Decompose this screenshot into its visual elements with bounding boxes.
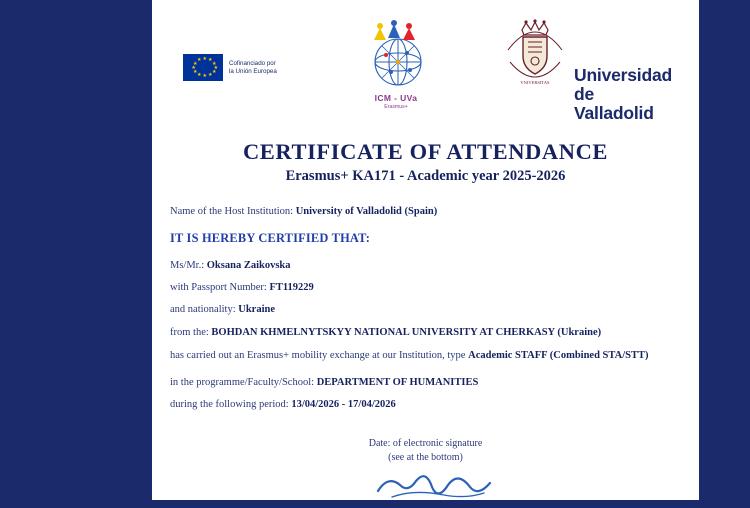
uva-wordmark [574, 66, 672, 123]
certificate-title: CERTIFICATE OF ATTENDANCE [242, 139, 609, 164]
certificate-subtitle: Erasmus+ KA171 - Academic year 2025-2026 [285, 168, 566, 184]
home-institution-line [170, 326, 685, 339]
uva-crest-icon [502, 18, 568, 90]
background-left-band [0, 0, 152, 500]
nationality-value: Ukraine [238, 304, 275, 316]
svg-text:VNIVERSITAS: VNIVERSITAS [520, 80, 550, 85]
eu-cofunding-label: Cofinanciado por la Unión Europea [229, 59, 277, 75]
nationality-label: and nationality: [170, 304, 236, 316]
signature-date-note [152, 437, 699, 464]
passport-line [170, 281, 685, 294]
uva-wordmark-line2: de Valladolid [574, 83, 654, 123]
programme-value: DEPARTMENT OF HUMANITIES [316, 376, 479, 388]
period-line [170, 398, 685, 411]
mobility-type-line [170, 348, 685, 363]
erasmus-icm-uva-logo [348, 20, 444, 124]
signature-date-line2: (see at the bottom) [388, 451, 463, 463]
passport-value: FT119229 [269, 282, 314, 294]
mobility-type-value: Academic STAFF (Combined STA/STT) [468, 349, 649, 361]
signature-date-line1: Date: of electronic signature [368, 438, 483, 449]
universidad-valladolid-logo [492, 18, 672, 126]
background-right-band [699, 0, 750, 500]
erasmus-logo-subcaption: Erasmus+ [384, 104, 408, 110]
header-logos [152, 14, 699, 124]
host-institution-label: Name of the Host Institution: [170, 206, 294, 217]
period-label: during the following period: [170, 398, 289, 410]
eu-cofunding-logo [183, 54, 277, 81]
home-institution-label: from the: [170, 326, 209, 338]
eu-flag-icon: ★ ★ ★ ★ ★ ★ ★ ★ ★ ★ ★ ★ [183, 54, 223, 81]
host-institution-line [170, 205, 685, 218]
home-institution-value: BOHDAN KHMELNYTSKYY NATIONAL UNIVERSITY AT CHERKASY (Ukraine) [211, 326, 602, 338]
passport-label: with Passport Number: [170, 282, 267, 294]
person-name-line [170, 259, 685, 272]
nationality-line [170, 303, 685, 316]
erasmus-globe-icon [360, 20, 432, 92]
signature-mark [374, 471, 494, 503]
programme-label: in the programme/Faculty/School: [170, 376, 315, 388]
host-institution-value: University of Valladolid (Spain) [295, 206, 438, 217]
mobility-type-prefix: has carried out an Erasmus+ mobility exchange at our Institution, type [170, 349, 466, 361]
erasmus-logo-caption: ICM - UVa [374, 93, 418, 103]
period-value: 13/04/2026 - 17/04/2026 [291, 398, 396, 410]
hereby-certified-heading: IT IS HEREBY CERTIFIED THAT: [170, 231, 371, 246]
person-name-value: Oksana Zaikovska [206, 260, 291, 272]
certificate-body [170, 205, 685, 420]
programme-line [170, 376, 685, 389]
uva-wordmark-line1: Universidad [574, 65, 672, 85]
certificate-page [152, 0, 699, 500]
person-name-label: Ms/Mr.: [170, 260, 205, 272]
